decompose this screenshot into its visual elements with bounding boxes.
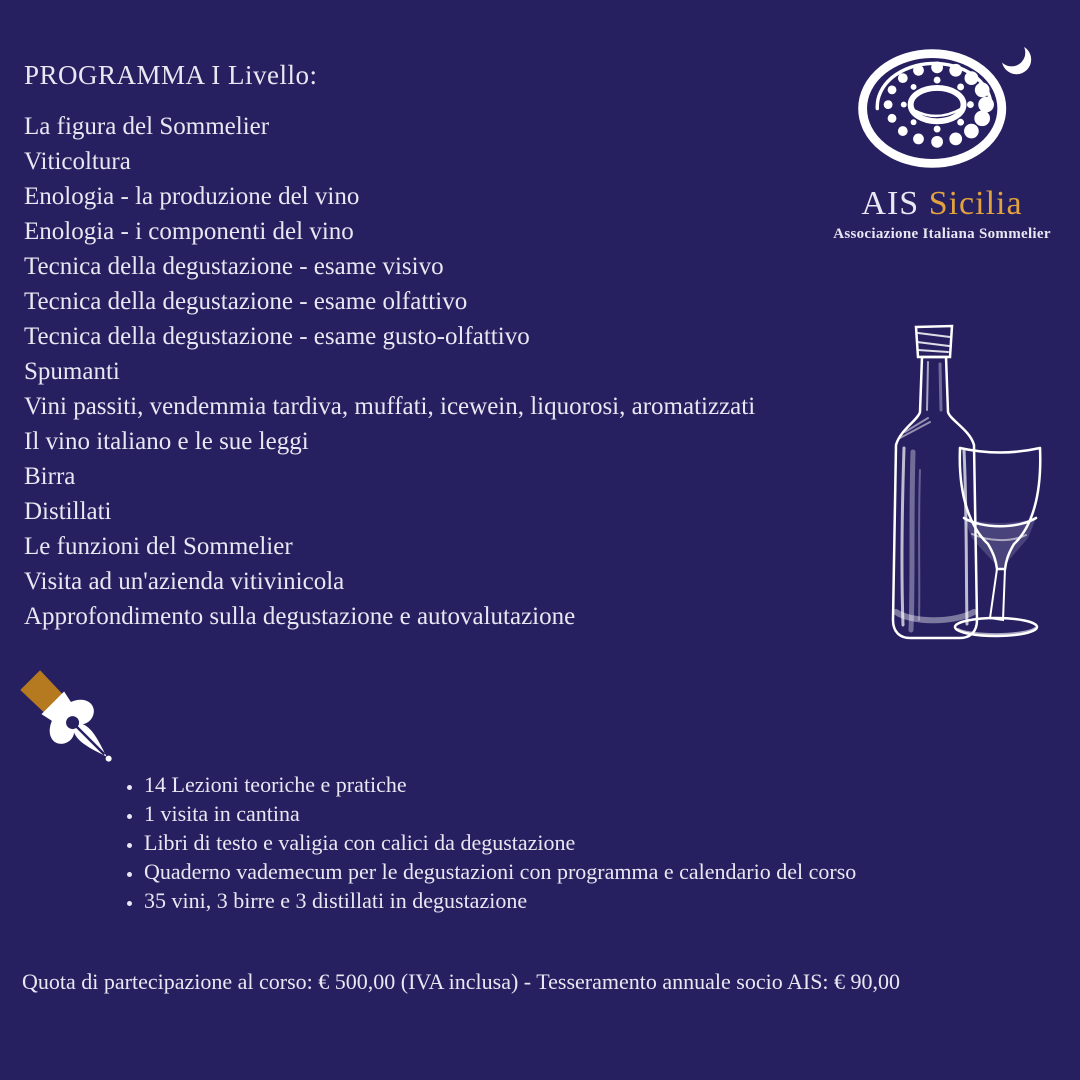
crescent-moon-icon	[998, 39, 1031, 74]
logo-subtitle: Associazione Italiana Sommelier	[833, 226, 1051, 242]
program-item: Tecnica della degustazione - esame visivo	[24, 253, 444, 280]
program-item: Le funzioni del Sommelier	[24, 533, 293, 560]
course-detail-item: • 1 visita in cantina	[144, 799, 856, 828]
ais-sicilia-logo	[832, 36, 1052, 243]
course-details-list	[122, 770, 856, 915]
program-item: Birra	[24, 463, 76, 490]
program-item: Tecnica della degustazione - esame olfattivo	[24, 288, 468, 315]
program-item: Spumanti	[24, 358, 120, 385]
price-info: Quota di partecipazione al corso: € 500,00 (IVA inclusa) - Tesseramento annuale socio AIS: € 90,00	[22, 969, 901, 994]
logo-name	[832, 185, 1052, 223]
program-item: Vini passiti, vendemmia tardiva, muffati, icewein, liquorosi, aromatizzati	[24, 393, 756, 420]
page-title: PROGRAMMA I Livello:	[24, 60, 318, 90]
program-item: Il vino italiano e le sue leggi	[24, 428, 309, 455]
program-section	[24, 60, 755, 634]
program-item: Distillati	[24, 498, 112, 525]
pen-nib-icon	[14, 664, 138, 788]
program-list	[24, 109, 755, 634]
tastevin-logo-icon	[832, 36, 1052, 183]
logo-name-primary: AIS	[861, 185, 920, 222]
wine-bottle-glass-illustration	[860, 320, 1064, 660]
program-item: Enologia - i componenti del vino	[24, 218, 354, 245]
course-detail-item: • Quaderno vademecum per le degustazioni con programma e calendario del corso	[144, 857, 856, 886]
program-item: Approfondimento sulla degustazione e autovalutazione	[24, 603, 576, 630]
program-item: Viticoltura	[24, 148, 131, 175]
program-item: Tecnica della degustazione - esame gusto-olfattivo	[24, 323, 530, 350]
course-detail-item: • Libri di testo e valigia con calici da degustazione	[144, 828, 856, 857]
course-details-section	[122, 770, 856, 915]
program-item: Enologia - la produzione del vino	[24, 183, 360, 210]
program-item: Visita ad un'azienda vitivinicola	[24, 568, 345, 595]
course-detail-item: • 35 vini, 3 birre e 3 distillati in degustazione	[144, 886, 856, 915]
program-item: La figura del Sommelier	[24, 113, 270, 140]
course-detail-item: • 14 Lezioni teoriche e pratiche	[144, 770, 856, 799]
logo-name-secondary: Sicilia	[928, 185, 1023, 222]
